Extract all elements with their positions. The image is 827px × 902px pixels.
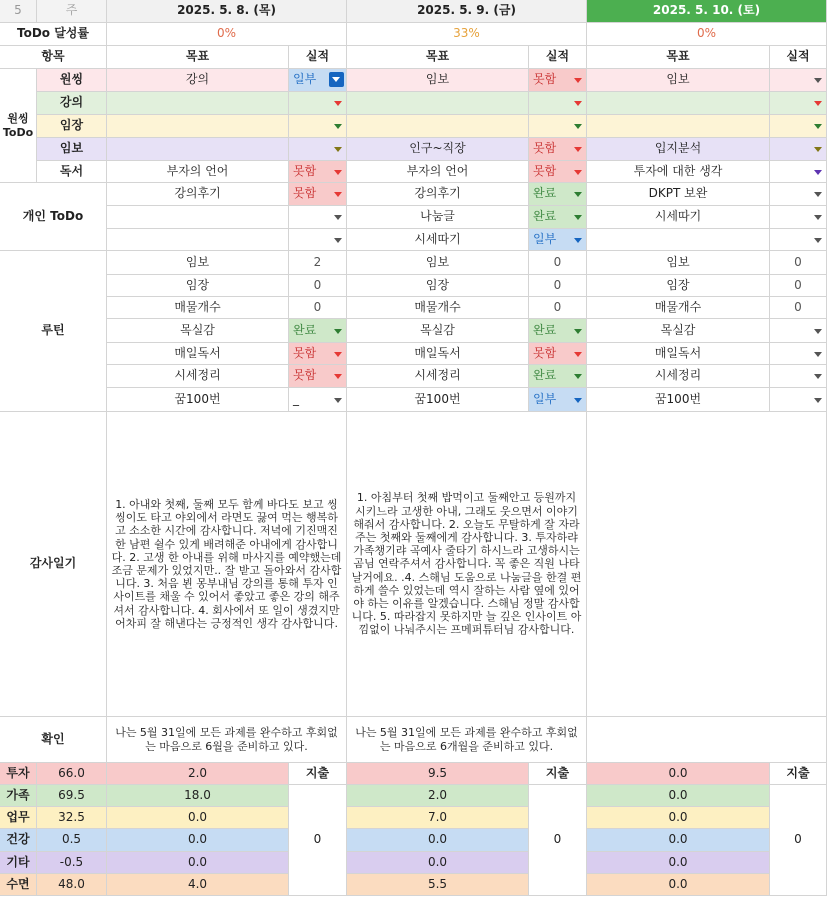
dropdown-arrow-icon[interactable] [334, 101, 342, 106]
goal-cell[interactable] [107, 229, 289, 251]
time-category: 기타 [0, 852, 37, 874]
status-dropdown[interactable] [770, 138, 827, 161]
status-dropdown[interactable] [770, 69, 827, 92]
gratitude-text[interactable] [587, 412, 827, 717]
count-cell[interactable]: 0 [289, 275, 347, 297]
expense-label: 지출 [289, 763, 347, 785]
goal-cell[interactable]: 시세정리 [587, 365, 770, 388]
status-dropdown[interactable] [770, 319, 827, 343]
week-label: 주 [37, 0, 107, 23]
dropdown-arrow-icon[interactable] [814, 192, 822, 197]
time-total: 32.5 [37, 807, 107, 829]
time-total: 48.0 [37, 874, 107, 896]
time-value[interactable]: 2.0 [347, 785, 529, 807]
dropdown-arrow-icon[interactable] [574, 329, 582, 334]
dropdown-arrow-icon[interactable] [574, 192, 582, 197]
goal-cell[interactable]: 꿈100번 [347, 388, 529, 412]
time-value[interactable]: 0.0 [587, 874, 770, 896]
goal-cell[interactable]: 목실감 [587, 319, 770, 343]
dropdown-arrow-icon[interactable] [814, 78, 822, 83]
goal-cell[interactable]: 강의후기 [347, 183, 529, 206]
row-number: 5 [0, 0, 37, 23]
onesing-group-label: 원씽 ToDo [0, 69, 37, 183]
time-value[interactable]: 0.0 [107, 807, 289, 829]
gratitude-text[interactable]: 1. 아침부터 첫째 밥먹이고 둘째안고 등원까지 시키느라 고생한 아내, 그래도 웃으면서 이야기해줘서 감사합니다. 2. 오늘도 무탈하게 잘 자라주는 첫째와 둘째에게 감사합니다. 3. 투자하랴 가족챙기랴 곡예사 줄타기 하시느라 고생하시는 곰님 연락주셔서 감사합니다. 꼭 좋은 직원 나타날거에요. .4. 스해님 도움으로 나눔글을 한결 편하게 쓸수 있었는데 역시 잘하는 사람 옆에 있어야 하는 이유를 알겠습니다. 스해님 정말 감사합니다. 5. 따라잡지 못하지만 늘 깊은 인사이트 아낌없이 나눠주시는 프메퍼튜터님 감사합니다. [347, 412, 587, 717]
status-dropdown[interactable]: _ [289, 388, 347, 412]
time-value[interactable]: 0.0 [347, 852, 529, 874]
goal-cell[interactable]: 임장 [347, 275, 529, 297]
status-dropdown[interactable]: 못함 [529, 69, 587, 92]
status-dropdown[interactable] [289, 138, 347, 161]
goal-cell[interactable] [107, 92, 289, 115]
time-category: 건강 [0, 829, 37, 852]
dropdown-arrow-icon[interactable] [814, 101, 822, 106]
date-header-2: 2025. 5. 9. (금) [347, 0, 587, 23]
dropdown-arrow-icon[interactable] [334, 124, 342, 129]
onesing-row-label: 강의 [37, 92, 107, 115]
goal-cell[interactable]: 인구~직장 [347, 138, 529, 161]
time-value[interactable]: 7.0 [347, 807, 529, 829]
dropdown-arrow-icon[interactable] [814, 329, 822, 334]
time-value[interactable]: 0.0 [107, 852, 289, 874]
dropdown-arrow-icon[interactable] [574, 215, 582, 220]
goal-cell[interactable]: 매일독서 [587, 343, 770, 365]
count-cell[interactable]: 0 [529, 297, 587, 319]
goal-cell[interactable]: 임보 [107, 251, 289, 275]
dropdown-arrow-icon[interactable] [334, 192, 342, 197]
confirm-label: 확인 [0, 717, 107, 763]
dropdown-arrow-icon[interactable] [574, 352, 582, 357]
goal-cell[interactable] [587, 92, 770, 115]
gratitude-text[interactable]: 1. 아내와 첫째, 둘째 모두 함께 바다도 보고 씽씽이도 타고 야외에서 라면도 끓여 먹는 행복하고 소소한 시간에 감사합니다. 저녁에 기진맥진한 남편 쉴수 있게 배려해준 아내에게 감사합니다. 2. 고생 한 아내를 위해 마사지를 예약했는데 조금 문제가 있었지만.. 잘 받고 돌아와서 감사합니다. 3. 처음 뵌 몽부내님 강의를 통해 투자 인사이트를 채울 수 있어서 좋았고 좋은 강의 해주셔서 감사합니다. 4. 회사에서 또 일이 생겼지만 어차피 잘 해낸다는 긍정적인 생각 감사합니다. [107, 412, 347, 717]
expense-label: 지출 [529, 763, 587, 785]
goal-cell[interactable]: 목실감 [347, 319, 529, 343]
dropdown-arrow-icon[interactable] [574, 238, 582, 243]
count-cell[interactable]: 0 [770, 275, 827, 297]
goal-cell[interactable]: 나눔글 [347, 206, 529, 229]
status-dropdown[interactable] [289, 115, 347, 138]
dropdown-arrow-icon[interactable] [814, 124, 822, 129]
goal-cell[interactable]: 강의후기 [107, 183, 289, 206]
status-dropdown[interactable]: 못함 [289, 161, 347, 183]
expense-label: 지출 [770, 763, 827, 785]
goal-cell[interactable]: 강의 [107, 69, 289, 92]
status-dropdown[interactable] [770, 183, 827, 206]
goal-cell[interactable]: 임보 [347, 69, 529, 92]
item-header: 항목 [0, 46, 107, 69]
time-value[interactable]: 0.0 [587, 829, 770, 852]
dropdown-arrow-icon[interactable] [574, 124, 582, 129]
dropdown-arrow-icon[interactable] [334, 352, 342, 357]
status-dropdown[interactable] [529, 92, 587, 115]
time-value[interactable]: 0.0 [587, 763, 770, 785]
status-dropdown[interactable]: 일부 [289, 69, 347, 92]
status-dropdown[interactable]: 완료 [529, 206, 587, 229]
count-cell[interactable]: 0 [770, 297, 827, 319]
time-value[interactable]: 18.0 [107, 785, 289, 807]
time-total: 69.5 [37, 785, 107, 807]
status-dropdown[interactable]: 완료 [529, 183, 587, 206]
status-dropdown[interactable]: 못함 [289, 365, 347, 388]
goal-cell[interactable] [587, 115, 770, 138]
goal-cell[interactable]: 꿈100번 [587, 388, 770, 412]
onesing-row-label: 독서 [37, 161, 107, 183]
goal-cell[interactable]: 매물개수 [587, 297, 770, 319]
dropdown-arrow-icon[interactable] [574, 101, 582, 106]
time-value[interactable]: 5.5 [347, 874, 529, 896]
count-cell[interactable]: 0 [529, 251, 587, 275]
time-value[interactable]: 0.0 [587, 785, 770, 807]
onesing-row-label: 원씽 [37, 69, 107, 92]
dropdown-arrow-icon[interactable] [334, 170, 342, 175]
goal-cell[interactable]: 부자의 언어 [107, 161, 289, 183]
time-value[interactable]: 0.0 [587, 852, 770, 874]
goal-cell[interactable]: 시세정리 [107, 365, 289, 388]
dropdown-arrow-icon[interactable] [814, 170, 822, 175]
expense-value[interactable]: 0 [529, 785, 587, 896]
time-total: 0.5 [37, 829, 107, 852]
todo-rate: 33% [347, 23, 587, 46]
routine-label: 루틴 [0, 251, 107, 412]
dropdown-arrow-icon[interactable] [334, 215, 342, 220]
goal-cell[interactable]: 목실감 [107, 319, 289, 343]
time-category: 가족 [0, 785, 37, 807]
expense-value[interactable]: 0 [289, 785, 347, 896]
goal-cell[interactable] [587, 229, 770, 251]
status-dropdown[interactable]: 일부 [529, 388, 587, 412]
status-dropdown[interactable] [770, 206, 827, 229]
dropdown-arrow-icon[interactable] [574, 374, 582, 379]
dropdown-arrow-icon[interactable] [814, 215, 822, 220]
date-header-1: 2025. 5. 8. (목) [107, 0, 347, 23]
status-dropdown[interactable] [289, 206, 347, 229]
status-dropdown[interactable] [289, 229, 347, 251]
gratitude-label: 감사일기 [0, 412, 107, 717]
status-dropdown[interactable]: 못함 [289, 343, 347, 365]
confirm-text[interactable] [587, 717, 827, 763]
status-dropdown[interactable]: 못함 [529, 138, 587, 161]
confirm-text[interactable]: 나는 5월 31일에 모든 과제를 완수하고 후회없는 마음으로 6월을 준비하고 있다. [107, 717, 347, 763]
todo-rate: 0% [587, 23, 827, 46]
status-dropdown[interactable]: 완료 [529, 365, 587, 388]
dropdown-arrow-icon[interactable] [334, 329, 342, 334]
personal-todo-label: 개인 ToDo [0, 183, 107, 251]
goal-cell[interactable]: DKPT 보완 [587, 183, 770, 206]
time-value[interactable]: 4.0 [107, 874, 289, 896]
count-cell[interactable]: 0 [289, 297, 347, 319]
goal-cell[interactable]: 매일독서 [107, 343, 289, 365]
dropdown-arrow-icon[interactable] [574, 398, 582, 403]
status-dropdown[interactable] [770, 161, 827, 183]
time-value[interactable]: 2.0 [107, 763, 289, 785]
goal-cell[interactable] [347, 115, 529, 138]
result-header: 실적 [770, 46, 827, 69]
date-header-3: 2025. 5. 10. (토) [587, 0, 827, 23]
dropdown-arrow-icon[interactable] [334, 147, 342, 152]
dropdown-arrow-icon[interactable] [814, 147, 822, 152]
todo-rate-label: ToDo 달성률 [0, 23, 107, 46]
status-dropdown[interactable] [770, 229, 827, 251]
status-dropdown[interactable] [770, 365, 827, 388]
dropdown-arrow-icon[interactable] [814, 398, 822, 403]
goal-cell[interactable] [347, 92, 529, 115]
goal-cell[interactable]: 시세따기 [347, 229, 529, 251]
dropdown-arrow-icon[interactable] [574, 78, 582, 83]
status-dropdown[interactable] [529, 115, 587, 138]
goal-cell[interactable]: 부자의 언어 [347, 161, 529, 183]
count-cell[interactable]: 0 [529, 275, 587, 297]
status-dropdown[interactable]: 못함 [529, 343, 587, 365]
result-header: 실적 [289, 46, 347, 69]
time-value[interactable]: 0.0 [587, 807, 770, 829]
dropdown-arrow-icon[interactable] [814, 238, 822, 243]
count-cell[interactable]: 2 [289, 251, 347, 275]
goal-header: 목표 [107, 46, 289, 69]
goal-cell[interactable]: 입지분석 [587, 138, 770, 161]
goal-cell[interactable]: 임보 [587, 251, 770, 275]
result-header: 실적 [529, 46, 587, 69]
confirm-text[interactable]: 나는 5월 31일에 모든 과제를 완수하고 후회없는 마음으로 6개월을 준비하고 있다. [347, 717, 587, 763]
goal-cell[interactable]: 투자에 대한 생각 [587, 161, 770, 183]
status-dropdown[interactable] [770, 388, 827, 412]
goal-cell[interactable]: 임보 [347, 251, 529, 275]
goal-cell[interactable]: 임장 [107, 275, 289, 297]
status-dropdown[interactable]: 못함 [289, 183, 347, 206]
status-dropdown[interactable] [770, 92, 827, 115]
time-category: 업무 [0, 807, 37, 829]
onesing-row-label: 임보 [37, 138, 107, 161]
goal-cell[interactable]: 임보 [587, 69, 770, 92]
goal-cell[interactable]: 임장 [587, 275, 770, 297]
expense-value[interactable]: 0 [770, 785, 827, 896]
time-value[interactable]: 0.0 [107, 829, 289, 852]
dropdown-arrow-icon[interactable] [329, 72, 344, 87]
goal-header: 목표 [587, 46, 770, 69]
dropdown-arrow-icon[interactable] [334, 374, 342, 379]
goal-cell[interactable] [107, 206, 289, 229]
goal-cell[interactable]: 꿈100번 [107, 388, 289, 412]
time-category: 수면 [0, 874, 37, 896]
goal-header: 목표 [347, 46, 529, 69]
status-dropdown[interactable]: 완료 [529, 319, 587, 343]
dropdown-arrow-icon[interactable] [334, 398, 342, 403]
time-category: 투자 [0, 763, 37, 785]
status-dropdown[interactable]: 일부 [529, 229, 587, 251]
status-dropdown[interactable]: 못함 [529, 161, 587, 183]
goal-cell[interactable]: 매일독서 [347, 343, 529, 365]
goal-cell[interactable]: 시세따기 [587, 206, 770, 229]
goal-cell[interactable]: 매물개수 [107, 297, 289, 319]
time-total: 66.0 [37, 763, 107, 785]
goal-cell[interactable] [107, 138, 289, 161]
status-dropdown[interactable] [770, 115, 827, 138]
onesing-row-label: 임장 [37, 115, 107, 138]
time-total: -0.5 [37, 852, 107, 874]
dropdown-arrow-icon[interactable] [814, 374, 822, 379]
status-dropdown[interactable] [770, 343, 827, 365]
todo-rate: 0% [107, 23, 347, 46]
goal-cell[interactable]: 시세정리 [347, 365, 529, 388]
count-cell[interactable]: 0 [770, 251, 827, 275]
status-dropdown[interactable]: 완료 [289, 319, 347, 343]
goal-cell[interactable] [107, 115, 289, 138]
goal-cell[interactable]: 매물개수 [347, 297, 529, 319]
dropdown-arrow-icon[interactable] [334, 238, 342, 243]
dropdown-arrow-icon[interactable] [574, 170, 582, 175]
time-value[interactable]: 9.5 [347, 763, 529, 785]
time-value[interactable]: 0.0 [347, 829, 529, 852]
status-dropdown[interactable] [289, 92, 347, 115]
dropdown-arrow-icon[interactable] [814, 352, 822, 357]
dropdown-arrow-icon[interactable] [574, 147, 582, 152]
